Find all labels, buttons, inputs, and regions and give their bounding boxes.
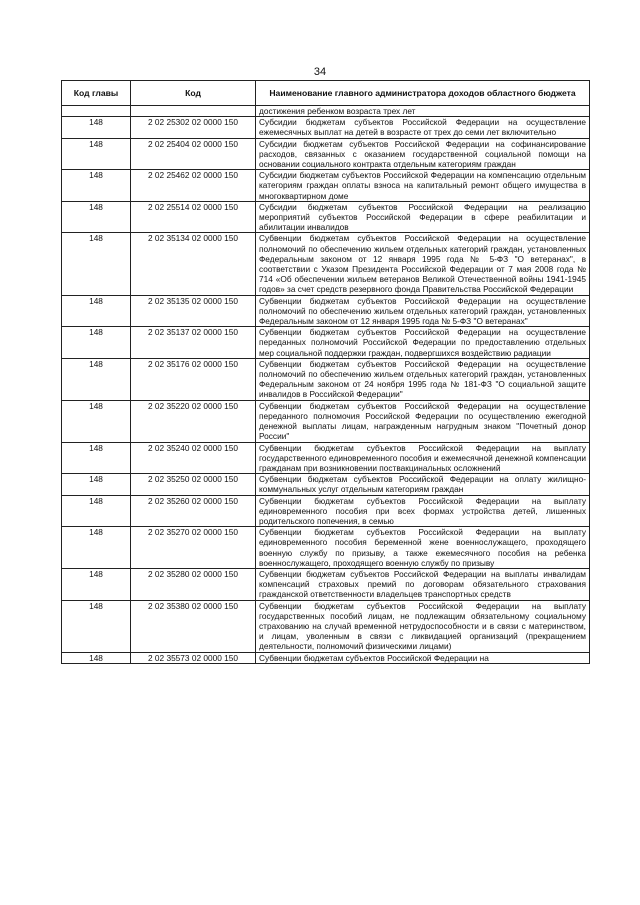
table-row	[62, 170, 590, 202]
budget-code-cell: 2 02 25302 02 0000 150	[131, 117, 256, 138]
budget-code-cell: 2 02 35240 02 0000 150	[131, 442, 256, 474]
table-rows	[62, 117, 590, 664]
table-row	[62, 400, 590, 442]
table-row	[62, 495, 590, 527]
table-row	[62, 295, 590, 327]
table-row	[62, 442, 590, 474]
budget-code-cell: 2 02 25404 02 0000 150	[131, 138, 256, 170]
revenue-name-cell: Субвенции бюджетам субъектов Российской Федерации на осуществление полномочий по обеспечению жильем отдельных категорий граждан, установленных Федеральным законом от 12 января 1995 года № 5-ФЗ "О ветеранах"	[256, 295, 590, 327]
revenue-name-cell: Субвенции бюджетам субъектов Российской Федерации на выплату единовременного пособия при всех формах устройства детей, лишенных родительского попечения, в семью	[256, 495, 590, 527]
budget-code-cell: 2 02 25514 02 0000 150	[131, 201, 256, 233]
header-administrator-name: Наименование главного администратора доходов областного бюджета	[256, 81, 590, 106]
budget-code-cell: 2 02 35380 02 0000 150	[131, 600, 256, 652]
chapter-code-cell: 148	[62, 442, 131, 474]
revenue-name-cell: Субвенции бюджетам субъектов Российской Федерации на осуществление полномочий по обеспечению жильем отдельных категорий граждан, установленных Федеральным законом от 24 ноября 1995 года № 181-ФЗ "О социальной защите инвалидов в Российской Федерации"	[256, 358, 590, 400]
revenue-administrators-table	[61, 80, 590, 664]
revenue-name-cell: Субсидии бюджетам субъектов Российской Федерации на осуществление ежемесячных выплат на детей в возрасте от трех до семи лет включительно	[256, 117, 590, 138]
revenue-name-cell: Субсидии бюджетам субъектов Российской Федерации на софинансирование расходов, связанных с оказанием государственной социальной помощи на основании социального контракта отдельным категориям граждан	[256, 138, 590, 170]
revenue-name-cell: Субсидии бюджетам субъектов Российской Федерации на реализацию мероприятий субъектов Российской Федерации в сфере реабилитации и абилитации инвалидов	[256, 201, 590, 233]
header-code: Код	[131, 81, 256, 106]
table-row	[62, 358, 590, 400]
chapter-code-cell: 148	[62, 327, 131, 359]
table-header-row	[62, 81, 590, 106]
chapter-code-cell: 148	[62, 568, 131, 600]
revenue-name-cell: Субвенции бюджетам субъектов Российской Федерации на оплату жилищно-коммунальных услуг отдельным категориям граждан	[256, 474, 590, 495]
revenue-name-cell: Субвенции бюджетам субъектов Российской Федерации на выплаты инвалидам компенсаций страховых премий по договорам обязательного страхования гражданской ответственности владельцев транспортных средств	[256, 568, 590, 600]
budget-code-cell: 2 02 35220 02 0000 150	[131, 400, 256, 442]
table-row	[62, 652, 590, 663]
table-row	[62, 117, 590, 138]
chapter-code-cell: 148	[62, 400, 131, 442]
chapter-code-cell: 148	[62, 527, 131, 569]
revenue-name-cell: Субсидии бюджетам субъектов Российской Федерации на компенсацию отдельным категориям граждан оплаты взноса на капитальный ремонт общего имущества в многоквартирном доме	[256, 170, 590, 202]
chapter-code-cell: 148	[62, 138, 131, 170]
chapter-code-cell: 148	[62, 495, 131, 527]
budget-code-cell: 2 02 35260 02 0000 150	[131, 495, 256, 527]
budget-code-cell: 2 02 35134 02 0000 150	[131, 233, 256, 295]
budget-code-cell: 2 02 35135 02 0000 150	[131, 295, 256, 327]
budget-code-cell: 2 02 35280 02 0000 150	[131, 568, 256, 600]
revenue-name-cell: Субвенции бюджетам субъектов Российской Федерации на выплату единовременного пособия беременной жене военнослужащего, проходящего военную службу по призыву, а также ежемесячного пособия на ребенка военнослужащего, проходящего военную службу по призыву	[256, 527, 590, 569]
table-row	[62, 527, 590, 569]
chapter-code-cell: 148	[62, 201, 131, 233]
header-chapter-code: Код главы	[62, 81, 131, 106]
table-row	[62, 568, 590, 600]
budget-code-cell: 2 02 35573 02 0000 150	[131, 652, 256, 663]
revenue-name-cell: Субвенции бюджетам субъектов Российской Федерации на выплату государственного единовременного пособия и ежемесячной денежной компенсации гражданам при возникновении поствакцинальных осложнений	[256, 442, 590, 474]
chapter-code-cell: 148	[62, 295, 131, 327]
table-row	[62, 201, 590, 233]
revenue-name-cell: Субвенции бюджетам субъектов Российской Федерации на осуществление переданных полномочий Российской Федерации по предоставлению отдельных мер социальной поддержки граждан, подвергшихся воздействию радиации	[256, 327, 590, 359]
chapter-code-cell: 148	[62, 600, 131, 652]
revenue-name-cell: Субвенции бюджетам субъектов Российской Федерации на осуществление переданного полномочия Российской Федерации по осуществлению ежегодной денежной выплаты лицам, награжденным нагрудным знаком "Почетный донор России"	[256, 400, 590, 442]
revenue-name-cell: Субвенции бюджетам субъектов Российской Федерации на осуществление полномочий по обеспечению жильем отдельных категорий граждан, установленных Федеральным законом от 12 января 1995 года № 5-ФЗ "О ветеранах", в соответствии с Указом Президента Российской Федерации от 7 мая 2008 года № 714 «Об обеспечении жильем ветеранов Великой Отечественной войны 1941-1945 годов» за счет средств резервного фонда Правительства Российской Федерации	[256, 233, 590, 295]
table-row	[62, 600, 590, 652]
continued-text: достижения ребенком возраста трех лет	[256, 106, 590, 117]
chapter-code-cell: 148	[62, 474, 131, 495]
table-row	[62, 233, 590, 295]
page-number: 34	[313, 66, 327, 78]
budget-code-cell: 2 02 25462 02 0000 150	[131, 170, 256, 202]
budget-code-cell: 2 02 35270 02 0000 150	[131, 527, 256, 569]
table-row	[62, 138, 590, 170]
chapter-code-cell: 148	[62, 652, 131, 663]
budget-code-cell: 2 02 35137 02 0000 150	[131, 327, 256, 359]
chapter-code-cell: 148	[62, 170, 131, 202]
budget-code-cell: 2 02 35176 02 0000 150	[131, 358, 256, 400]
chapter-code-cell: 148	[62, 358, 131, 400]
empty-cell	[131, 106, 256, 117]
table-row	[62, 327, 590, 359]
chapter-code-cell: 148	[62, 117, 131, 138]
revenue-name-cell: Субвенции бюджетам субъектов Российской Федерации на	[256, 652, 590, 663]
table-row	[62, 474, 590, 495]
revenue-name-cell: Субвенции бюджетам субъектов Российской Федерации на выплату государственных пособий лицам, не подлежащим обязательному социальному страхованию на случай временной нетрудоспособности и в связи с материнством, и лицам, уволенным в связи с ликвидацией организаций (прекращением деятельности, полномочий физическими лицами)	[256, 600, 590, 652]
budget-code-cell: 2 02 35250 02 0000 150	[131, 474, 256, 495]
chapter-code-cell: 148	[62, 233, 131, 295]
continuation-row	[62, 106, 590, 117]
empty-cell	[62, 106, 131, 117]
